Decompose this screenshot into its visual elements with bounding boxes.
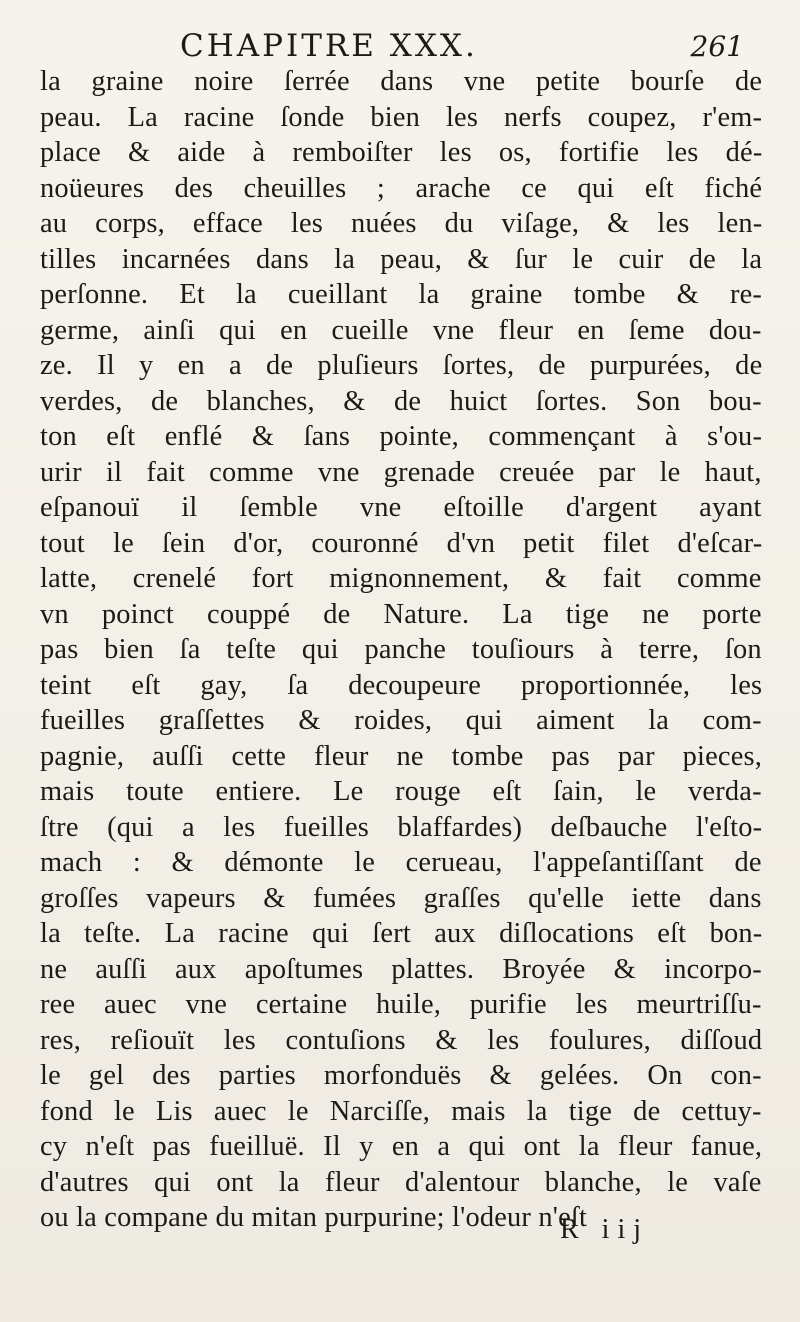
- text-line: au corps, efface les nuées du viſage, & les len-: [40, 208, 762, 239]
- text-line: pas bien ſa teſte qui panche touſiours à terre, ſon: [40, 634, 762, 665]
- text-line: tout le ſein d'or, couronné d'vn petit filet d'eſcar-: [40, 527, 762, 559]
- text-line: latte, crenelé fort mignonnement, & fait comme: [40, 563, 762, 594]
- text-line: la graine noire ſerrée dans vne petite bourſe de: [40, 66, 762, 97]
- text-line: cy n'eſt pas fueilluë. Il y en a qui ont la fleur fanue,: [40, 1131, 762, 1162]
- text-line: mais toute entiere. Le rouge eſt ſain, le verda-: [40, 776, 762, 807]
- text-line: res, reſiouït les contuſions & les foulures, diſſoud: [40, 1024, 762, 1056]
- running-head: CHAPITRE XXX.: [180, 28, 478, 64]
- page-header: [40, 28, 760, 68]
- text-line: ou la compane du mitan purpurine; l'odeur n'eſt: [40, 1202, 588, 1233]
- text-line: eſpanouï il ſemble vne eſtoille d'argent ayant: [40, 492, 762, 523]
- text-line: ne auſſi aux apoſtumes plattes. Broyée & incorpo-: [40, 953, 762, 985]
- text-line: fond le Lis auec le Narciſſe, mais la tige de cettuy-: [40, 1095, 762, 1127]
- signature-mark: R iij: [560, 1214, 650, 1245]
- text-line: noüeures des cheuilles ; arache ce qui eſt fiché: [40, 172, 762, 204]
- text-line: d'autres qui ont la fleur d'alentour blanche, le vaſe: [40, 1166, 762, 1198]
- text-line: peau. La racine ſonde bien les nerfs coupez, r'em-: [40, 101, 762, 133]
- text-line: mach : & démonte le cerueau, l'appeſantiſſant de: [40, 847, 762, 878]
- text-line: ſtre (qui a les fueilles blaffardes) deſbauche l'eſto-: [40, 811, 762, 843]
- text-line: verdes, de blanches, & de huict ſortes. Son bou-: [40, 385, 762, 417]
- text-line: place & aide à remboiſter les os, fortifie les dé-: [40, 137, 762, 168]
- text-line: tilles incarnées dans la peau, & ſur le cuir de la: [40, 243, 762, 275]
- text-line: le gel des parties morfonduës & gelées. On con-: [40, 1060, 762, 1091]
- body-text: [40, 64, 762, 1236]
- page-number: 261: [690, 30, 744, 63]
- text-line: teint eſt gay, ſa decoupeure proportionnée, les: [40, 669, 762, 701]
- text-line: vn poinct couppé de Nature. La tige ne porte: [40, 598, 762, 630]
- text-line: urir il fait comme vne grenade creuée par le haut,: [40, 456, 762, 488]
- text-line: ree auec vne certaine huile, purifie les meurtriſſu-: [40, 989, 762, 1020]
- text-line: pagnie, auſſi cette fleur ne tombe pas par pieces,: [40, 740, 762, 772]
- text-line: perſonne. Et la cueillant la graine tombe & re-: [40, 279, 762, 310]
- text-line: la teſte. La racine qui ſert aux diſlocations eſt bon-: [40, 918, 762, 949]
- text-line: germe, ainſi qui en cueille vne fleur en ſeme dou-: [40, 314, 762, 346]
- text-line: ze. Il y en a de pluſieurs ſortes, de purpurées, de: [40, 350, 762, 381]
- text-line: ton eſt enflé & ſans pointe, commençant à s'ou-: [40, 421, 762, 452]
- text-line: fueilles graſſettes & roides, qui aiment la com-: [40, 705, 762, 736]
- text-line: groſſes vapeurs & fumées graſſes qu'elle iette dans: [40, 882, 762, 914]
